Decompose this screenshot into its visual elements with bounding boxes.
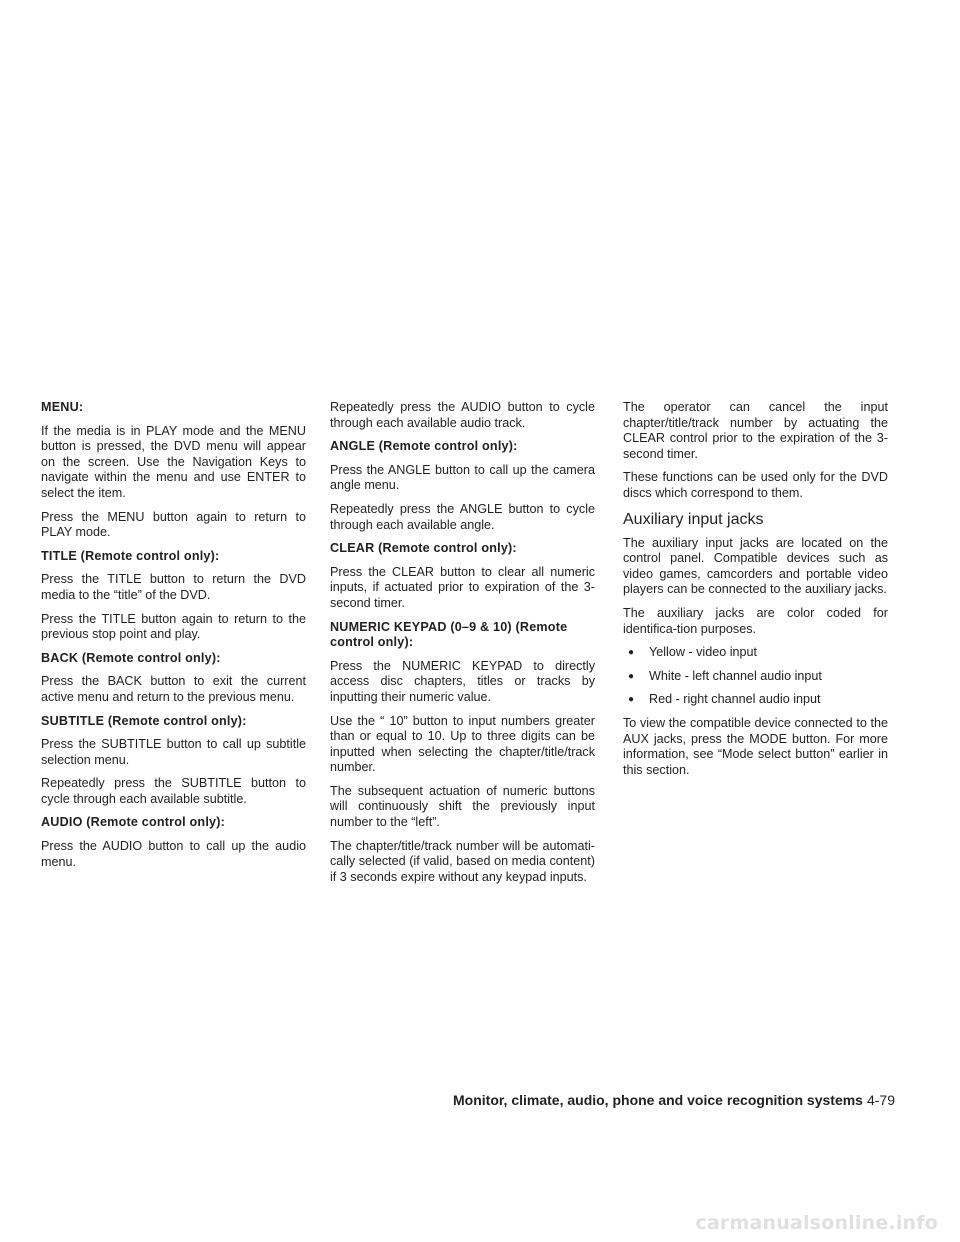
aux-paragraph-1: The auxiliary input jacks are located on the control panel. Compatible devices such as video games, camcorders and portable video players can be connected to the auxiliary jacks. <box>623 535 888 597</box>
bullet-icon: ● <box>628 670 635 682</box>
angle-paragraph-1: Press the ANGLE button to call up the camera angle menu. <box>330 462 595 493</box>
color-code-list <box>623 645 888 708</box>
bullet-icon: ● <box>628 694 635 706</box>
page-number: 4-79 <box>866 1092 895 1108</box>
column-2 <box>330 400 595 893</box>
numeric-paragraph-2: Use the “ 10” button to input numbers greater than or equal to 10. Up to three digits can be inputted when selecting the chapter/title/track number. <box>330 713 595 775</box>
aux-paragraph-2: The auxiliary jacks are color coded for identifica-tion purposes. <box>623 605 888 636</box>
cancel-paragraph-1: The operator can cancel the input chapter/title/track number by actuating the CLEAR control prior to the expiration of the 3-second timer. <box>623 400 888 461</box>
subtitle-paragraph-2: Repeatedly press the SUBTITLE button to cycle through each available subtitle. <box>41 776 306 806</box>
back-paragraph: Press the BACK button to exit the current active menu and return to the previous menu. <box>41 674 306 704</box>
subtitle-paragraph-1: Press the SUBTITLE button to call up subtitle selection menu. <box>41 737 306 767</box>
angle-heading: ANGLE (Remote control only): <box>330 439 518 454</box>
list-item <box>623 692 888 708</box>
title-paragraph-1: Press the TITLE button to return the DVD media to the “title” of the DVD. <box>41 572 306 602</box>
list-item-text: Yellow - video input <box>649 645 758 660</box>
numeric-keypad-heading: NUMERIC KEYPAD (0–9 & 10) (Remote control only): <box>330 619 568 650</box>
column-3 <box>623 400 888 786</box>
audio-paragraph-2: Repeatedly press the AUDIO button to cycle through each available audio track. <box>330 400 595 430</box>
auxiliary-input-jacks-heading: Auxiliary input jacks <box>623 510 764 528</box>
list-item <box>623 645 888 661</box>
angle-paragraph-2: Repeatedly press the ANGLE button to cycle through each available angle. <box>330 501 595 532</box>
cancel-paragraph-2: These functions can be used only for the DVD discs which correspond to them. <box>623 470 888 500</box>
menu-paragraph-2: Press the MENU button again to return to PLAY mode. <box>41 509 306 540</box>
watermark: carmanualsonline.info <box>695 1212 938 1234</box>
menu-paragraph-1: If the media is in PLAY mode and the MENU button is pressed, the DVD menu will appear on the screen. Use the Navigation Keys to navigate within the menu and use ENTER to select the item. <box>41 423 306 500</box>
list-item-text: Red - right channel audio input <box>649 692 821 707</box>
page-footer <box>453 1092 895 1108</box>
title-heading: TITLE (Remote control only): <box>41 548 220 563</box>
list-item-text: White - left channel audio input <box>649 668 822 683</box>
numeric-paragraph-4: The chapter/title/track number will be automati-cally selected (if valid, based on media content) if 3 seconds expire without any keypad inputs. <box>330 838 595 884</box>
list-item <box>623 669 888 685</box>
menu-heading: MENU: <box>41 400 84 414</box>
aux-paragraph-3: To view the compatible device connected to the AUX jacks, press the MODE button. For more information, see “Mode select button” earlier in this section. <box>623 715 888 777</box>
numeric-paragraph-1: Press the NUMERIC KEYPAD to directly access disc chapters, titles or tracks by inputting their numeric value. <box>330 658 595 704</box>
title-paragraph-2: Press the TITLE button again to return to the previous stop point and play. <box>41 611 306 642</box>
audio-heading: AUDIO (Remote control only): <box>41 815 226 830</box>
column-1 <box>41 400 306 878</box>
back-heading: BACK (Remote control only): <box>41 650 221 665</box>
clear-heading: CLEAR (Remote control only): <box>330 541 517 556</box>
numeric-paragraph-3: The subsequent actuation of numeric buttons will continuously shift the previously input number to the “left”. <box>330 783 595 830</box>
footer-section-title: Monitor, climate, audio, phone and voice recognition systems <box>453 1092 863 1108</box>
subtitle-heading: SUBTITLE (Remote control only): <box>41 713 247 728</box>
audio-paragraph-1: Press the AUDIO button to call up the audio menu. <box>41 839 306 869</box>
clear-paragraph: Press the CLEAR button to clear all numeric inputs, if actuated prior to expiration of the 3-second timer. <box>330 564 595 610</box>
bullet-icon: ● <box>628 647 635 659</box>
